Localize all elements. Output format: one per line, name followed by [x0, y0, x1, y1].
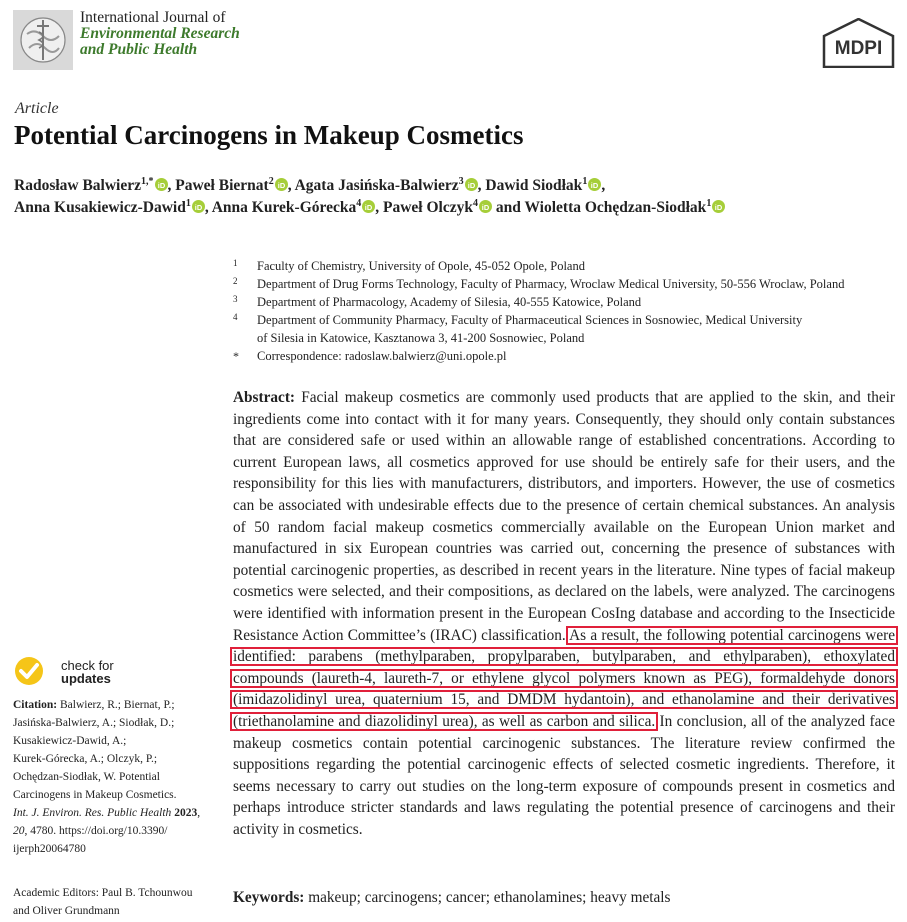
author-name: Paweł Olczyk [383, 199, 473, 217]
author-separator: , [375, 199, 384, 217]
citation-line: Balwierz, R.; Biernat, P.; [57, 699, 175, 711]
citation-doi-tail[interactable]: ijerph20064780 [13, 843, 86, 855]
author-separator: and [491, 199, 525, 217]
affiliation-text: Department of Community Pharmacy, Faculty of Pharmaceutical Sciences in Sosnowiec, Medical University [257, 313, 803, 327]
svg-text:iD: iD [194, 202, 203, 212]
orcid-icon[interactable] [155, 178, 168, 191]
orcid-icon[interactable] [362, 200, 375, 213]
check-updates-line-2: updates [61, 671, 111, 686]
authors-line-1 [14, 176, 605, 195]
academic-editors [13, 884, 192, 920]
author-affiliation-sup: 1 [582, 176, 588, 187]
keywords-label: Keywords: [233, 889, 305, 906]
affiliation-text: Department of Drug Forms Technology, Faculty of Pharmacy, Wroclaw Medical University, 50-556 Wroclaw, Poland [257, 277, 845, 291]
abstract-text-after: In conclusion, all of the analyzed face makeup cosmetics contain potential carcinogenic substances. The literature review confirmed the suppositions regarding the potential carcinogenic effects of selected cosmetic ingredients. Therefore, it seems necessary to carry out studies on the long-term exposure of compounds present in cosmetics and perhaps introduce stricter standards and laws regulating the potential presence of carcinogens and their activity in cosmetics. [233, 712, 895, 838]
citation-label: Citation: [13, 699, 58, 711]
svg-text:iD: iD [365, 202, 373, 212]
orcid-icon[interactable] [275, 178, 288, 191]
citation-line: Ochędzan-Siodłak, W. Potential [13, 771, 160, 783]
citation-pages-doi[interactable]: , 4780. https://doi.org/10.3390/ [24, 825, 168, 837]
abstract [233, 387, 895, 840]
affiliation-number: 2 [233, 276, 238, 286]
orcid-icon[interactable] [588, 178, 601, 191]
author-name: Dawid Siodłak [485, 177, 583, 195]
journal-line-1: International Journal of [80, 9, 226, 26]
author-name: Paweł Biernat [175, 177, 269, 195]
affiliation-text: Faculty of Chemistry, University of Opole, 45-052 Opole, Poland [257, 259, 585, 273]
journal-line-3: and Public Health [80, 41, 198, 58]
author-name: Anna Kurek-Górecka [211, 199, 357, 217]
citation-line: Kusakiewicz-Dawid, A.; [13, 735, 127, 747]
abstract-label: Abstract: [233, 389, 296, 406]
affiliation-number: 4 [233, 312, 238, 322]
author-name: Anna Kusakiewicz-Dawid [14, 199, 186, 217]
affiliation-number: 3 [233, 294, 238, 304]
author-affiliation-sup: 1,* [141, 176, 154, 187]
affiliation-number: * [233, 349, 239, 363]
citation-year: 2023 [174, 807, 198, 819]
article-type: Article [15, 100, 59, 117]
author-separator: , [477, 177, 486, 195]
journal-name [80, 10, 240, 58]
author-separator: , [287, 177, 295, 195]
orcid-icon[interactable] [479, 200, 492, 213]
author-name: Wioletta Ochędzan-Siodłak [524, 199, 707, 217]
orcid-icon[interactable] [192, 200, 205, 213]
journal-logo [13, 10, 73, 70]
mdpi-text: MDPI [834, 38, 883, 59]
check-for-updates-badge[interactable] [13, 655, 123, 685]
orcid-icon[interactable] [712, 200, 725, 213]
citation-line: Kurek-Górecka, A.; Olczyk, P.; [13, 753, 158, 765]
correspondence-text: Correspondence: radoslaw.balwierz@uni.opole.pl [257, 349, 507, 363]
author-affiliation-sup: 1 [706, 198, 712, 209]
author-affiliation-sup: 4 [356, 198, 362, 209]
svg-text:iD: iD [481, 202, 490, 212]
author-separator: , [167, 177, 176, 195]
citation-volume: 20 [13, 825, 25, 837]
editors-line-2: and Oliver Grundmann [13, 905, 120, 917]
citation-block: Citation: Balwierz, R.; Biernat, P.; Jasińska-Balwierz, A.; Siodłak, D.; Kusakiewicz-Dawid, A.; Kurek-Górecka, A.; Olczyk, P.; Ochędzan-Siodłak, W. Potential Carcinogens in Makeup Cosmetics. Int. J. Environ. Res. Public Health 2023, 20, 4780. https://doi.org/10.3390/ ijerph20064780 [13, 696, 211, 858]
journal-line-2: Environmental Research [80, 25, 240, 42]
authors-line-2 [14, 198, 725, 217]
keywords-text: makeup; carcinogens; cancer; ethanolamines; heavy metals [304, 889, 671, 906]
affiliation-text: of Silesia in Katowice, Kasztanowa 3, 41-200 Sosnowiec, Poland [257, 331, 585, 345]
citation-line: Carcinogens in Makeup Cosmetics. [13, 789, 177, 801]
page-title: Potential Carcinogens in Makeup Cosmetics [14, 120, 524, 150]
mdpi-logo [822, 18, 895, 68]
svg-text:iD: iD [715, 202, 723, 212]
author-name: Agata Jasińska-Balwierz [294, 177, 459, 195]
citation-journal: Int. J. Environ. Res. Public Health [13, 807, 172, 819]
orcid-icon[interactable] [465, 178, 478, 191]
svg-text:iD: iD [277, 180, 285, 190]
svg-text:iD: iD [591, 180, 599, 190]
affiliation-text: Department of Pharmacology, Academy of Silesia, 40-555 Katowice, Poland [257, 295, 642, 309]
author-separator: , [601, 177, 606, 195]
author-name: Radosław Balwierz [14, 177, 142, 195]
check-updates-icon [13, 655, 45, 687]
author-affiliation-sup: 2 [268, 176, 274, 187]
author-affiliation-sup: 1 [185, 198, 191, 209]
citation-line: Jasińska-Balwierz, A.; Siodłak, D.; [13, 717, 175, 729]
author-separator: , [204, 199, 212, 217]
abstract-text-before: Facial makeup cosmetics are commonly used products that are applied to the skin, and their ingredients come into contact with it for many years. Consequently, they should only contain substances that are considered safe or used within an allowable range of established concentrations. According to current European laws, all cosmetics approved for use should be entirely safe for their users, and the responsibility for this lies with manufacturers, distributors, and importers. However, the use of cosmetics can be associated with undesirable effects due to the presence of certain chemical substances. An analysis of 50 random facial makeup cosmetics commercially available on the European Union market and manufactured in six European countries was carried out, concerning the presence of substances with potential carcinogenic properties, as described in recent years in the literature. Nine types of facial makeup cosmetics were selected, and their compositions, as declared on the labels, were analyzed. The carcinogens were identified with information present in the European CosIng database and according to the Insecticide Resistance Action Committee’s (IRAC) classification. [233, 389, 895, 644]
author-affiliation-sup: 4 [472, 198, 478, 209]
svg-text:iD: iD [157, 180, 165, 190]
editors-line-1: Academic Editors: Paul B. Tchounwou [13, 887, 193, 899]
author-affiliation-sup: 3 [458, 176, 464, 187]
affiliation-number: 1 [233, 258, 238, 268]
svg-text:iD: iD [467, 180, 475, 190]
abstract-highlighted-text: As a result, the following potential carcinogens were identified: parabens (methylparaben, propylparaben, butylparaben, and ethylparaben), ethoxylated compounds (laureth-4, laureth-7, or ethylene glycol polymers known as PEG), formaldehyde donors (imidazolidinyl urea, quaternium 15, and DMDM hydantoin), and ethanolamine and their derivatives (triethanolamine and diazolidinyl urea), as well as carbon and silica. [233, 626, 895, 730]
keywords [233, 889, 671, 907]
check-updates-line-1: check for [61, 658, 114, 673]
